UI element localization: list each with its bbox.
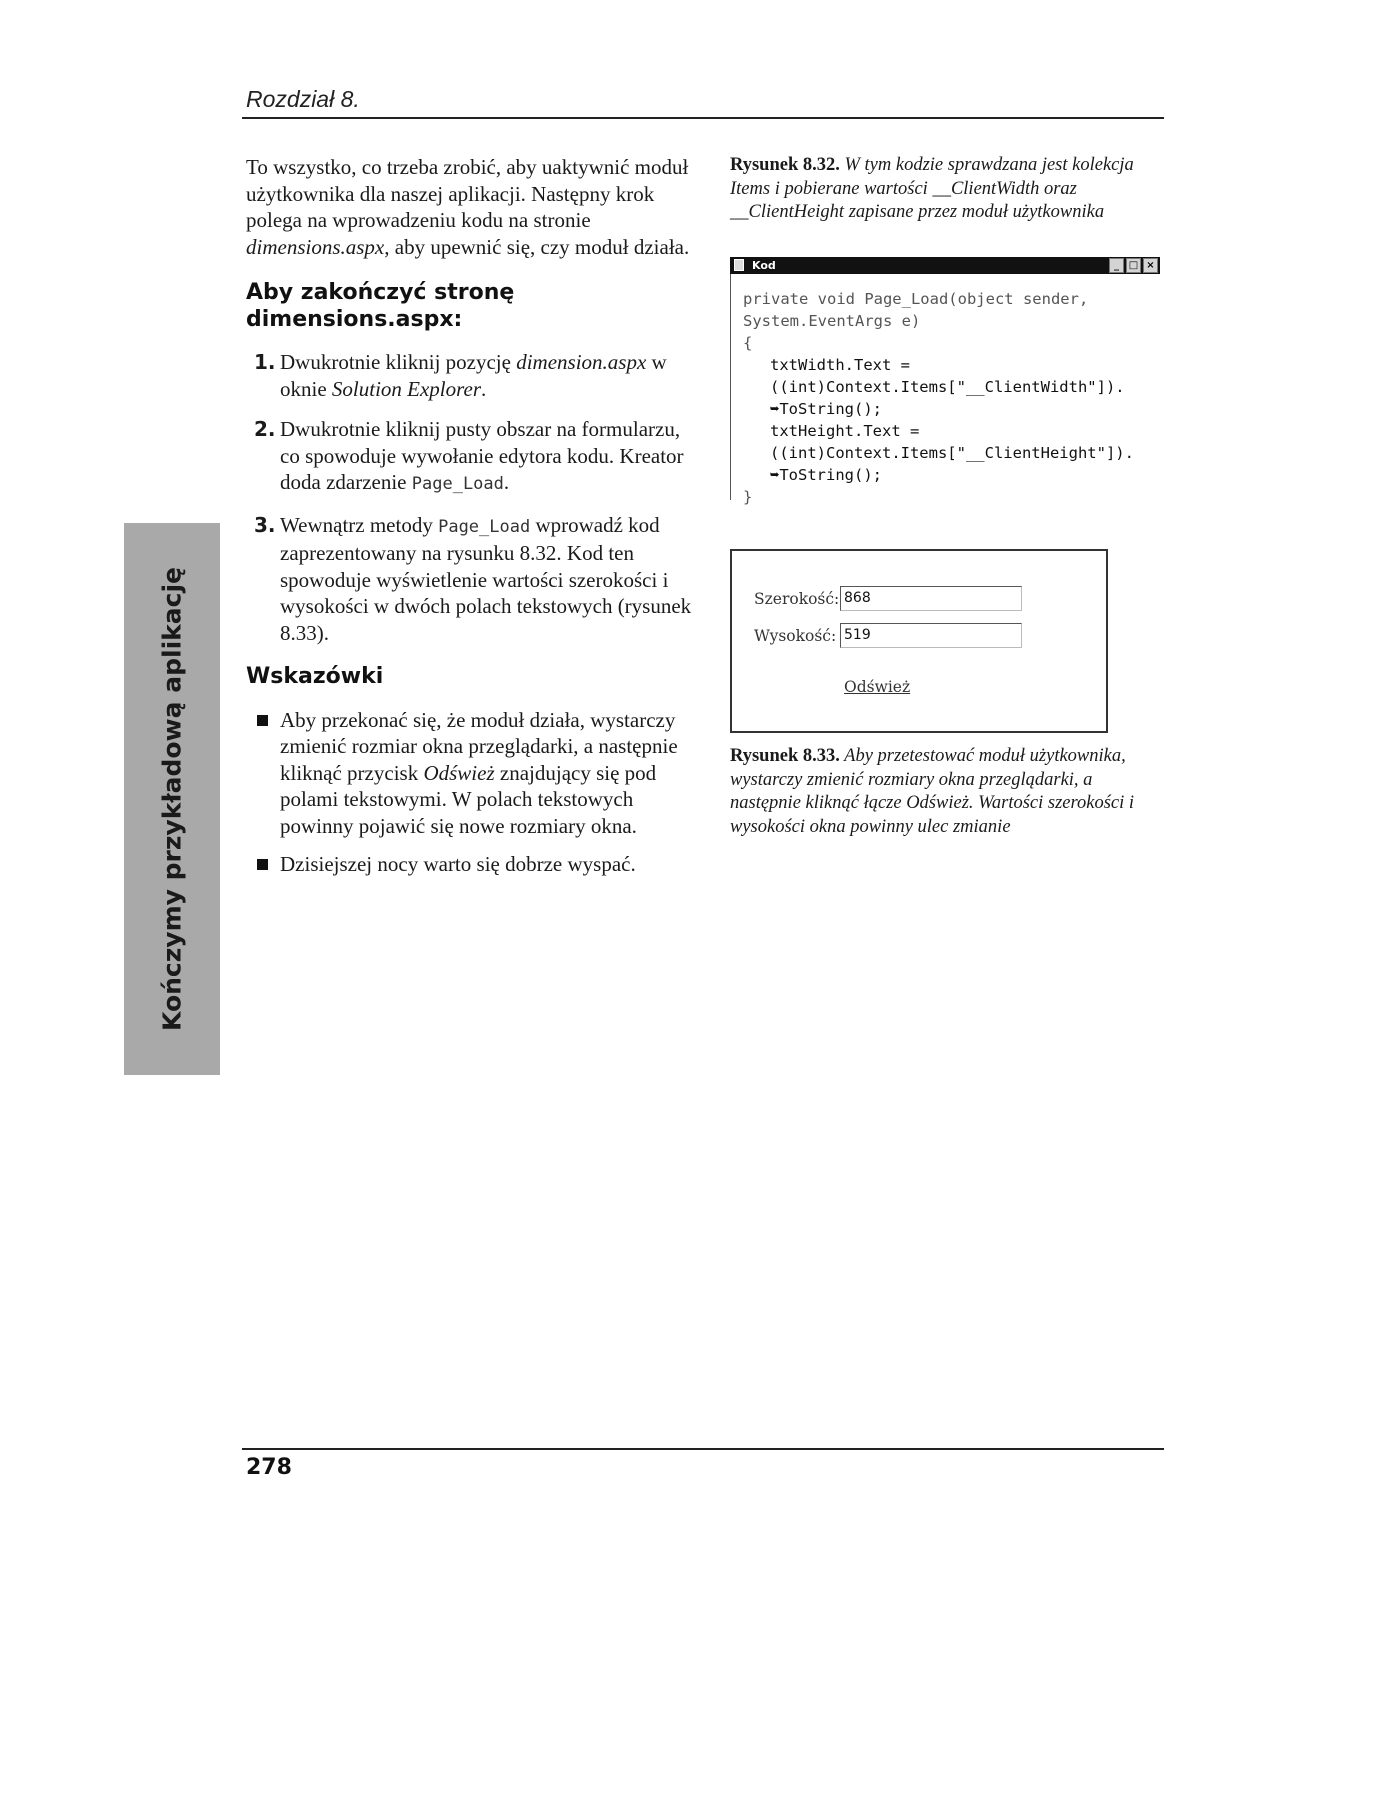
code-line: ➥ToString(); xyxy=(770,466,882,484)
intro-text-end: , aby upewnić się, czy moduł działa. xyxy=(384,234,690,259)
code-line: ((int)Context.Items["__ClientHeight"]). xyxy=(770,444,1134,462)
step-text: . xyxy=(503,470,510,494)
tip-item xyxy=(246,707,696,840)
step-item xyxy=(246,416,696,498)
code-line: { xyxy=(743,334,753,352)
code-line: System.EventArgs e) xyxy=(743,312,921,330)
document-icon xyxy=(734,259,744,271)
step-item xyxy=(246,349,696,402)
section-heading: Aby zakończyć stronę dimensions.aspx: xyxy=(246,280,515,332)
footer-rule xyxy=(242,1448,1164,1450)
step-text: Dwukrotnie kliknij pozycję xyxy=(280,350,517,374)
intro-text: To wszystko, co trzeba zrobić, aby uaktywnić moduł użytkownika dla naszej aplikacji. Następny krok polega na wprowadzeniu kodu na stronie xyxy=(246,155,689,232)
code-line: ➥ToString(); xyxy=(770,400,882,418)
step-text: w oknie xyxy=(280,350,667,401)
step-item xyxy=(246,512,696,647)
code-window xyxy=(730,257,1160,515)
figure-33-caption xyxy=(730,745,1160,839)
code-line: txtWidth.Text = xyxy=(770,356,910,374)
intro-filename: dimensions.aspx xyxy=(246,234,385,259)
step-number: 1. xyxy=(254,350,276,374)
step-text: . xyxy=(481,376,487,401)
caption-lead: Rysunek 8.33. xyxy=(730,746,840,766)
bullet-icon xyxy=(257,859,268,870)
caption-body: W tym kodzie sprawdzana jest kolekcja Items i pobierane wartości __ClientWidth oraz __ClientHeight zapisane przez moduł użytkownika xyxy=(730,155,1134,222)
code-line: } xyxy=(743,488,753,506)
intro-paragraph xyxy=(246,154,696,260)
height-row xyxy=(754,623,1022,648)
step-code: Page_Load xyxy=(438,516,531,537)
browser-form-screenshot xyxy=(730,549,1108,733)
code-line: txtHeight.Text = xyxy=(770,422,920,440)
tip-italic: Odśwież xyxy=(423,760,495,785)
tip-item xyxy=(246,851,696,878)
header-rule xyxy=(242,117,1164,119)
width-label: Szerokość: xyxy=(754,589,840,608)
code-line: private void Page_Load(object sender, xyxy=(743,290,1089,308)
window-title: Kod xyxy=(752,259,776,272)
step-text: Dwukrotnie kliknij pusty obszar na formularzu, co spowoduje wywołanie edytora kodu. Kreator doda zdarzenie xyxy=(280,417,684,494)
page-number: 278 xyxy=(246,1455,292,1480)
tip-text: Dzisiejszej nocy warto się dobrze wyspać. xyxy=(280,852,636,876)
step-text: wprowadź kod zaprezentowany na rysunku 8.32. Kod ten spowoduje wyświetlenie wartości szerokości i wysokości w dwóch polach tekstowych (rysunek 8.33). xyxy=(280,512,692,645)
step-text: Wewnątrz metody xyxy=(280,512,439,537)
height-label: Wysokość: xyxy=(754,626,837,645)
step-italic: dimension.aspx xyxy=(516,350,647,374)
tips-heading: Wskazówki xyxy=(246,664,384,689)
bullet-icon xyxy=(257,715,268,726)
left-column xyxy=(246,154,696,890)
tip-text: znajdujący się pod polami tekstowymi. W polach tekstowych powinny pojawić się nowe rozmiary okna. xyxy=(280,760,657,838)
step-italic: Solution Explorer xyxy=(331,376,482,401)
width-input[interactable]: 868 xyxy=(840,586,1022,611)
step-number: 3. xyxy=(254,512,276,537)
chapter-header: Rozdział 8. xyxy=(246,86,360,112)
height-input[interactable]: 519 xyxy=(840,623,1022,648)
step-code: Page_Load xyxy=(411,474,504,494)
code-area xyxy=(730,274,1160,506)
refresh-link[interactable]: Odśwież xyxy=(844,678,911,696)
window-titlebar xyxy=(730,257,1160,274)
step-number: 2. xyxy=(254,417,276,441)
code-line: ((int)Context.Items["__ClientWidth"]). xyxy=(770,378,1125,396)
figure-32-caption xyxy=(730,154,1160,225)
width-row xyxy=(754,586,1022,611)
minimize-icon[interactable]: _ xyxy=(1109,258,1124,273)
close-icon[interactable]: × xyxy=(1143,258,1158,273)
maximize-icon[interactable]: □ xyxy=(1126,258,1141,273)
caption-lead: Rysunek 8.32. xyxy=(730,155,840,175)
side-tab-label: Kończymy przykładową aplikację xyxy=(157,567,187,1031)
caption-body: Aby przetestować moduł użytkownika, wystarczy zmienić rozmiary okna przeglądarki, a następnie kliknąć łącze Odśwież. Wartości szerokości i wysokości okna powinny ulec zmianie xyxy=(730,746,1135,837)
tip-text: Aby przekonać się, że moduł działa, wystarczy zmienić rozmiar okna przeglądarki, a następnie kliknąć przycisk xyxy=(280,707,678,785)
